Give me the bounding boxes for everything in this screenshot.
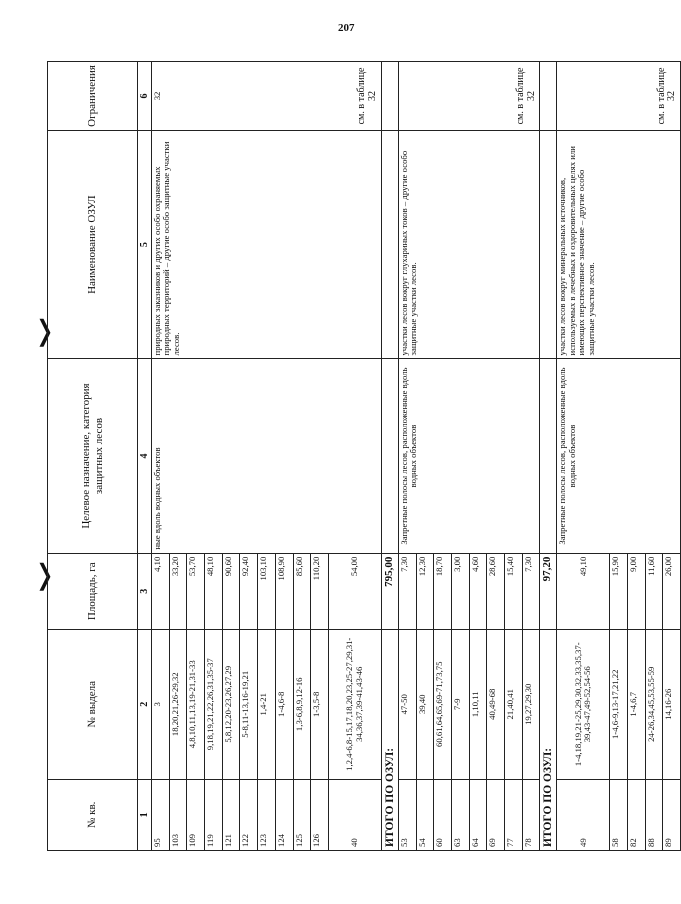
vydel-cell: 47-50 bbox=[398, 629, 416, 779]
vydel-cell: 1-4,6,7 bbox=[628, 629, 646, 779]
col-number: 3 bbox=[138, 553, 152, 629]
area-cell: 4,60 bbox=[469, 553, 487, 629]
area-cell: 53,70 bbox=[187, 553, 205, 629]
purpose-cell: Запретные полосы лесов, расположенные вдоль водных объектов bbox=[398, 359, 540, 553]
col-number: 6 bbox=[138, 62, 152, 131]
ozul-name-cell: участки лесов вокруг глухариных токов – другие особо защитные участки лесов. bbox=[398, 130, 540, 359]
table-row bbox=[398, 62, 416, 851]
vydel-cell: 1-4,6-9,13-17,21,22 bbox=[610, 629, 628, 779]
vydel-cell: 4,8,10,11,13,19-21,31-33 bbox=[187, 629, 205, 779]
total-label: ИТОГО ПО ОЗУЛ: bbox=[540, 629, 557, 850]
header-purpose: Целевое назначение, категория защитных лесов bbox=[48, 359, 138, 553]
area-cell: 110,20 bbox=[311, 553, 329, 629]
area-cell: 33,20 bbox=[169, 553, 187, 629]
column-number-row bbox=[138, 62, 152, 851]
area-cell: 28,60 bbox=[487, 553, 505, 629]
col-number: 4 bbox=[138, 359, 152, 553]
area-cell: 48,10 bbox=[205, 553, 223, 629]
area-cell: 49,10 bbox=[557, 553, 610, 629]
vydel-cell: 9,18,19,21,22,26,31,35-37 bbox=[205, 629, 223, 779]
vydel-cell: 1-4,18,19,21-25,29,30,32,33,35,37-39,43-47,49-52,54-56 bbox=[557, 629, 610, 779]
restriction-value: 32 bbox=[152, 91, 162, 101]
area-cell: 9,00 bbox=[628, 553, 646, 629]
kv-cell: 121 bbox=[222, 779, 240, 850]
page-number: 207 bbox=[338, 22, 355, 34]
area-cell: 15,40 bbox=[505, 553, 523, 629]
vydel-cell: 40,49-68 bbox=[487, 629, 505, 779]
kv-cell: 49 bbox=[557, 779, 610, 850]
empty-cell bbox=[381, 130, 398, 359]
vydel-cell: 1,3-6,8,9,12-16 bbox=[293, 629, 311, 779]
area-cell: 85,60 bbox=[293, 553, 311, 629]
kv-cell: 126 bbox=[311, 779, 329, 850]
vydel-cell: 1,4-21 bbox=[258, 629, 276, 779]
kv-cell: 82 bbox=[628, 779, 646, 850]
kv-cell: 77 bbox=[505, 779, 523, 850]
area-cell: 54,00 bbox=[328, 553, 381, 629]
area-cell: 7,30 bbox=[398, 553, 416, 629]
kv-cell: 109 bbox=[187, 779, 205, 850]
empty-cell bbox=[540, 359, 557, 553]
kv-cell: 95 bbox=[152, 779, 170, 850]
vydel-cell: 1,10,11 bbox=[469, 629, 487, 779]
kv-cell: 58 bbox=[610, 779, 628, 850]
vydel-cell: 24-26,34,45,53,55-59 bbox=[645, 629, 663, 779]
table-row bbox=[152, 62, 170, 851]
empty-cell bbox=[381, 62, 398, 131]
col-number: 1 bbox=[138, 779, 152, 850]
header-vydel: № выдела bbox=[48, 629, 138, 779]
kv-cell: 88 bbox=[645, 779, 663, 850]
total-label: ИТОГО ПО ОЗУЛ: bbox=[381, 629, 398, 850]
kv-cell: 63 bbox=[451, 779, 469, 850]
restriction-note: см. в таблице 32 bbox=[514, 67, 537, 125]
vydel-cell: 1-3,5-8 bbox=[311, 629, 329, 779]
kv-cell: 60 bbox=[434, 779, 452, 850]
vydel-cell: 5,8,12,20-23,26,27,29 bbox=[222, 629, 240, 779]
total-row bbox=[540, 62, 557, 851]
binding-mark-bottom: ❭ bbox=[33, 560, 57, 591]
vydel-cell: 1-4,6-8 bbox=[275, 629, 293, 779]
area-cell: 7,30 bbox=[522, 553, 540, 629]
vydel-cell: 14,16-26 bbox=[663, 629, 681, 779]
area-cell: 103,10 bbox=[258, 553, 276, 629]
area-cell: 11,60 bbox=[645, 553, 663, 629]
area-cell: 108,90 bbox=[275, 553, 293, 629]
purpose-cell: ные вдоль водных объектов bbox=[152, 359, 382, 553]
kv-cell: 122 bbox=[240, 779, 258, 850]
area-cell: 3,00 bbox=[451, 553, 469, 629]
kv-cell: 125 bbox=[293, 779, 311, 850]
ozul-table bbox=[47, 61, 681, 851]
vydel-cell: 7-9 bbox=[451, 629, 469, 779]
kv-cell: 40 bbox=[328, 779, 381, 850]
header-kv: № кв. bbox=[48, 779, 138, 850]
total-value: 795,00 bbox=[381, 553, 398, 629]
vydel-cell: 19,27,29,30 bbox=[522, 629, 540, 779]
rotated-table-wrapper bbox=[47, 61, 678, 851]
area-cell: 92,40 bbox=[240, 553, 258, 629]
kv-cell: 54 bbox=[416, 779, 434, 850]
vydel-cell: 39,40 bbox=[416, 629, 434, 779]
header-ozul-name: Наименование ОЗУЛ bbox=[48, 130, 138, 359]
restriction-note: см. в таблице 32 bbox=[356, 67, 379, 125]
kv-cell: 124 bbox=[275, 779, 293, 850]
area-cell: 18,70 bbox=[434, 553, 452, 629]
area-cell: 4,10 bbox=[152, 553, 170, 629]
ozul-name-cell: природных заказников и других особо охраняемых природных территорий – другие особо защитные участки лесов. bbox=[152, 130, 382, 359]
ozul-name-cell: участки лесов вокруг минеральных источников, используемых в лечебных и оздоровительных целях или имеющих перспективное значение – другие особо защитные участки лесов. bbox=[557, 130, 681, 359]
binding-mark-top: ❭ bbox=[33, 316, 57, 347]
vydel-cell: 60,61,64,65,69-71,73,75 bbox=[434, 629, 452, 779]
restrictions-cell bbox=[152, 62, 382, 131]
total-row bbox=[381, 62, 398, 851]
vydel-cell: 3 bbox=[152, 629, 170, 779]
area-cell: 15,90 bbox=[610, 553, 628, 629]
kv-cell: 64 bbox=[469, 779, 487, 850]
area-cell: 90,60 bbox=[222, 553, 240, 629]
kv-cell: 53 bbox=[398, 779, 416, 850]
empty-cell bbox=[540, 62, 557, 131]
header-restrictions: Ограничения bbox=[48, 62, 138, 131]
empty-cell bbox=[381, 359, 398, 553]
restriction-note: см. в таблице 32 bbox=[655, 67, 678, 125]
col-number: 5 bbox=[138, 130, 152, 359]
vydel-cell: 18,20,21,26-29,32 bbox=[169, 629, 187, 779]
area-cell: 26,00 bbox=[663, 553, 681, 629]
total-value: 97,20 bbox=[540, 553, 557, 629]
restrictions-cell bbox=[557, 62, 681, 131]
restrictions-cell bbox=[398, 62, 540, 131]
vydel-cell: 5-8,11-13,16-19,21 bbox=[240, 629, 258, 779]
header-row bbox=[48, 62, 138, 851]
area-cell: 12,30 bbox=[416, 553, 434, 629]
kv-cell: 89 bbox=[663, 779, 681, 850]
table-row bbox=[557, 62, 610, 851]
vydel-cell: 1,2,4-6,8-15,17,18,20,23,25-27,29,31-34,36,37,39-41,43-46 bbox=[328, 629, 381, 779]
header-area: Площадь, га bbox=[48, 553, 138, 629]
purpose-cell: Запретные полосы лесов, расположенные вдоль водных объектов bbox=[557, 359, 681, 553]
col-number: 2 bbox=[138, 629, 152, 779]
empty-cell bbox=[540, 130, 557, 359]
kv-cell: 69 bbox=[487, 779, 505, 850]
kv-cell: 119 bbox=[205, 779, 223, 850]
kv-cell: 123 bbox=[258, 779, 276, 850]
vydel-cell: 21,40,41 bbox=[505, 629, 523, 779]
kv-cell: 103 bbox=[169, 779, 187, 850]
kv-cell: 78 bbox=[522, 779, 540, 850]
